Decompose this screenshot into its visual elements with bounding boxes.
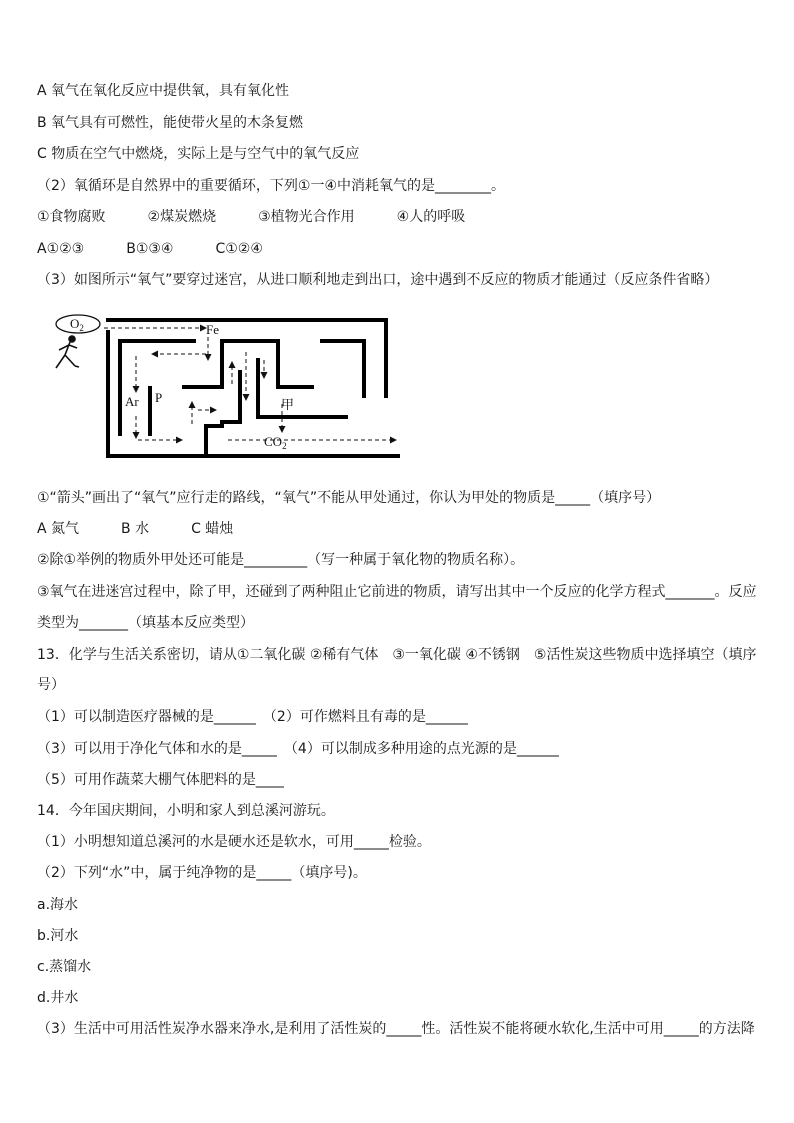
question-3-part-2: ②除①举例的物质外甲处还可能是_________（写一种属于氧化物的物质名称）。 <box>37 552 525 568</box>
maze-diagram <box>46 312 406 462</box>
question-14: 14．今年国庆期间，小明和家人到总溪河游玩。 <box>37 803 335 819</box>
question-14-part-2: （2）下列“水”中，属于纯净物的是_____（填序号)。 <box>37 865 367 881</box>
option-b-riverwater: b.河水 <box>37 928 79 944</box>
fe-label: Fe <box>206 322 219 337</box>
question-3-part-3: ③氧气在进迷宫过程中，除了甲，还碰到了两种阻止它前进的物质，请写出其中一个反应的化学方程式_______。反应 <box>37 584 757 600</box>
o2-label: $O_2$ <box>70 316 84 333</box>
p-label: P <box>155 390 163 405</box>
option-d-wellwater: d.井水 <box>37 990 79 1006</box>
option-c-distilled: c.蒸馏水 <box>37 959 92 975</box>
question-2-items: ①食物腐败 ②煤炭燃烧 ③植物光合作用 ④人的呼吸 <box>37 209 466 225</box>
co2-label: $CO_2$ <box>264 434 287 451</box>
maze-walls <box>108 320 398 456</box>
question-3: （3）如图所示“氧气”要穿过迷宫，从进口顺利地走到出口，途中遇到不反应的物质才能通过（反应条件省略） <box>37 272 719 288</box>
question-2: （2）氧循环是自然界中的重要循环，下列①一④中消耗氧气的是________。 <box>37 178 506 194</box>
route-arrows <box>104 328 396 440</box>
ar-label: Ar <box>125 394 139 409</box>
question-13-items-3-4: （3）可以用于净化气体和水的是_____ （4）可以制成多种用途的点光源的是______ <box>37 741 559 757</box>
option-c-text: C 物质在空气中燃烧，实际上是与空气中的氧气反应 <box>37 146 360 162</box>
question-14-part-1: （1）小明想知道总溪河的水是硬水还是软水，可用_____检验。 <box>37 834 431 850</box>
question-2-choices: A①②③ B①③④ C①②④ <box>37 241 263 257</box>
oxygen-maze-figure <box>46 312 406 462</box>
question-13-cont: 号） <box>37 677 65 693</box>
question-14-part-3: （3）生活中可用活性炭净水器来净水,是利用了活性炭的_____性。活性炭不能将硬水软化,生活中可用_____的方法降 <box>37 1021 755 1037</box>
option-b-text: B 氧气具有可燃性，能使带火星的木条复燃 <box>37 115 304 131</box>
question-3-part-1: ①“箭头”画出了“氧气”应行走的路线，“氧气”不能从甲处通过，你认为甲处的物质是_____（填序号） <box>37 490 661 506</box>
option-a-seawater: a.海水 <box>37 897 79 913</box>
option-a-text: A 氧气在氧化反应中提供氧，具有氧化性 <box>37 83 290 99</box>
question-3-part-1-choices: A 氮气 B 水 C 蜡烛 <box>37 521 234 537</box>
question-13: 13．化学与生活关系密切，请从①二氧化碳 ②稀有气体 ③一氧化碳 ④不锈钢 ⑤活性炭这些物质中选择填空（填序 <box>37 647 757 663</box>
question-3-part-3-cont: 类型为_______（填基本反应类型） <box>37 615 254 631</box>
jia-label: 甲 <box>281 397 295 412</box>
question-13-items-1-2: （1）可以制造医疗器械的是______ （2）可作燃料且有毒的是______ <box>37 709 468 725</box>
question-13-item-5: （5）可用作蔬菜大棚气体肥料的是____ <box>37 772 284 788</box>
